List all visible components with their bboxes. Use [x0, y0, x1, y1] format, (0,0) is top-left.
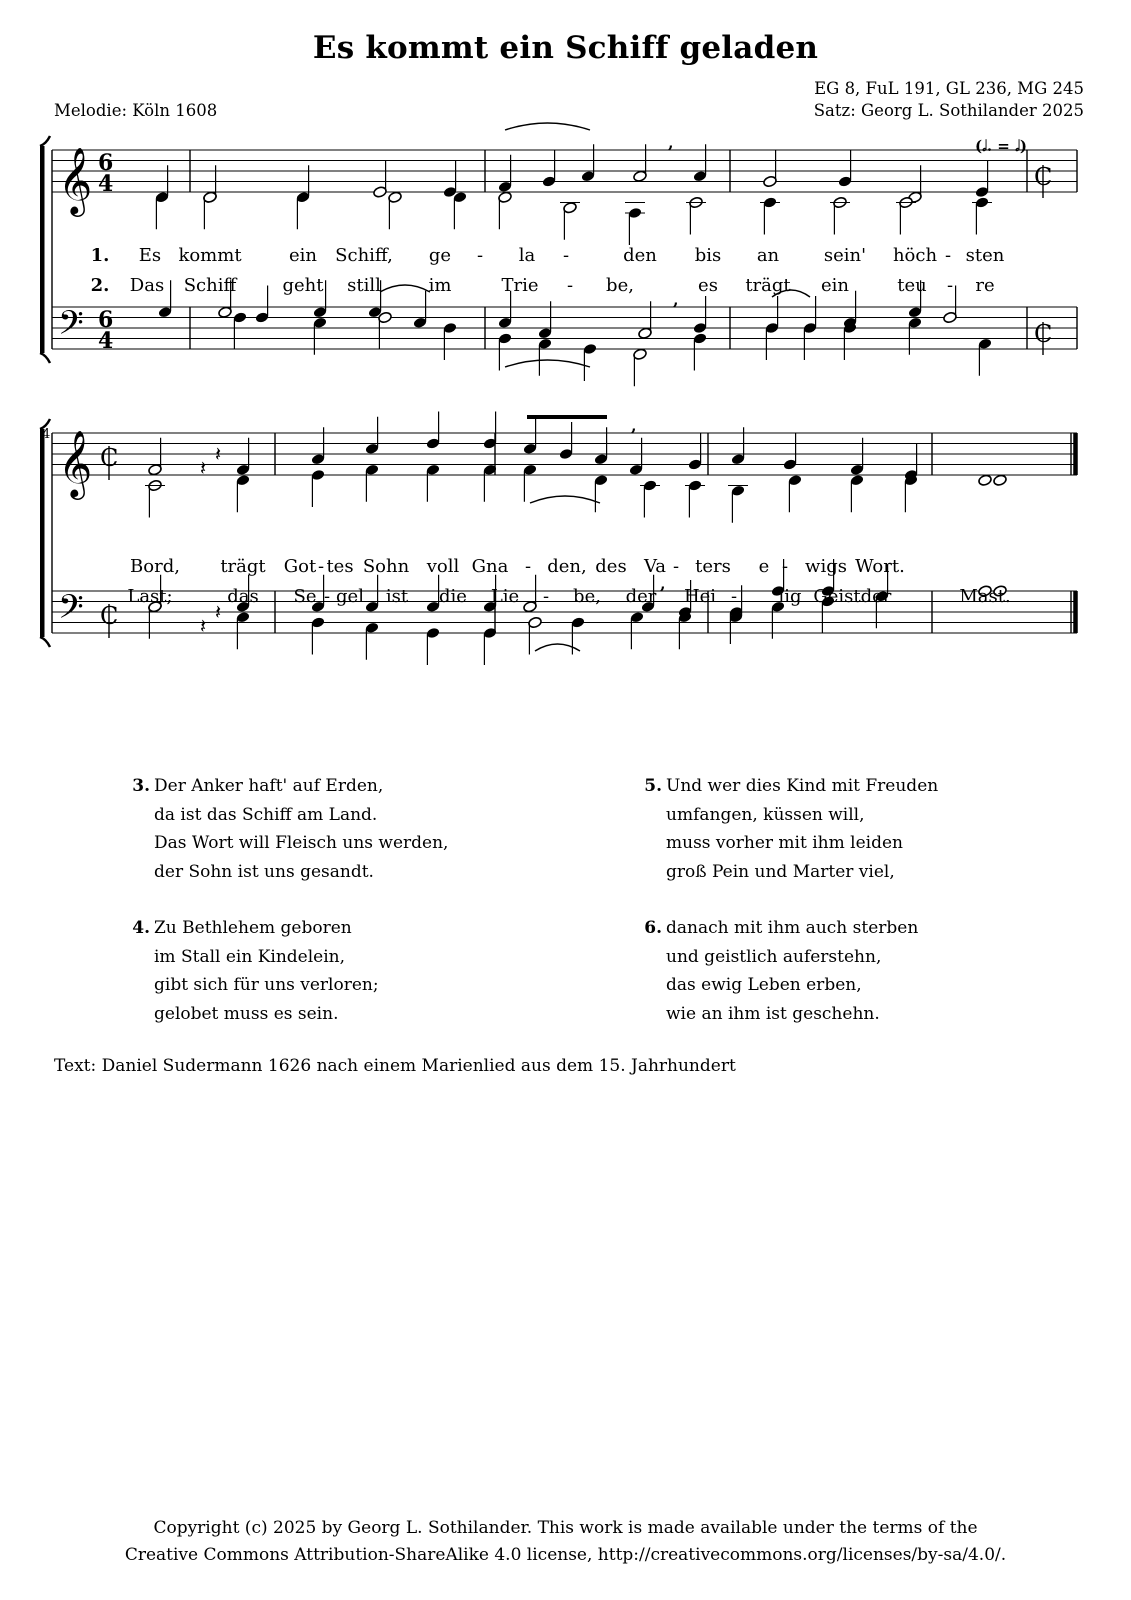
lyric-verse-1: sein': [823, 245, 867, 266]
song-title: Es kommt ein Schiff geladen: [312, 30, 819, 66]
bracket-hook: [40, 353, 50, 363]
stanza-line: umfangen, küssen will,: [666, 804, 865, 825]
lyric-verse-1: Wort.: [855, 556, 905, 577]
stanza-line: Das Wort will Fleisch uns werden,: [154, 833, 449, 853]
lyric-verse-1: 1.: [90, 245, 110, 266]
lyric-verse-2: lig: [778, 586, 802, 607]
lyric-verse-1: des: [595, 556, 627, 577]
lyric-verse-1: Sohn: [362, 556, 410, 577]
note-head: [978, 474, 993, 487]
lyric-verse-1: -: [944, 245, 952, 266]
stanza-line: da ist das Schiff am Land.: [154, 804, 378, 825]
slur: [505, 123, 590, 130]
lyric-verse-1: -: [317, 556, 325, 577]
stanza-line: der Sohn ist uns gesandt.: [154, 861, 374, 882]
stanza-line: wie an ihm ist geschehn.: [666, 1003, 880, 1024]
lyric-verse-1: -: [524, 556, 532, 577]
lyric-verse-1: tes: [326, 556, 354, 577]
stanza-4: [128, 914, 379, 1028]
lyric-verse-2: ein: [820, 275, 850, 296]
lyric-verse-2: be,: [606, 275, 634, 296]
note-head: [993, 474, 1008, 487]
rest-icon: 𝄽: [200, 614, 207, 638]
lyric-verse-2: gel: [336, 586, 364, 607]
lyric-verse-1: -: [781, 556, 789, 577]
text-credit: Text: Daniel Sudermann 1626 nach einem Marienlied aus dem 15. Jahrhundert: [54, 1056, 736, 1076]
breath-mark-icon: ,: [660, 574, 666, 593]
lyric-verse-2: re: [975, 275, 995, 296]
lyric-verse-2: das: [227, 586, 259, 607]
stanza-5: [640, 772, 938, 886]
lyric-verse-2: der: [860, 586, 892, 607]
lyric-verse-2: teu: [897, 275, 927, 296]
copyright-line: Creative Commons Attribution-ShareAlike 4.0 license, http://creativecommons.org/licenses/by-sa/4.0/.: [124, 1545, 1007, 1565]
lyric-verse-1: ein: [288, 245, 318, 266]
tempo-marking: (𝅗𝅥. = 𝅗𝅥): [975, 137, 1027, 155]
lyric-verse-2: -: [730, 586, 738, 607]
measure-number: 4: [42, 427, 51, 442]
lyric-verse-1: den,: [547, 556, 587, 577]
lyric-verse-2: geht: [282, 275, 324, 296]
lyric-verse-2: Schiff: [183, 275, 237, 296]
copyright-line: Copyright (c) 2025 by Georg L. Sothilander. This work is made available under the terms of the: [153, 1518, 978, 1538]
lyric-verse-2: still: [347, 275, 381, 296]
stanza-line: Der Anker haft' auf Erden,: [154, 776, 384, 796]
copyright-notice: [0, 1515, 1131, 1569]
hymnal-references: EG 8, FuL 191, GL 236, MG 245: [814, 79, 1084, 98]
lyric-verse-2: ist: [385, 586, 409, 607]
cut-time-icon: C: [1034, 320, 1053, 348]
lyric-verse-1: trägt: [220, 556, 266, 577]
lyric-verse-2: -: [946, 275, 954, 296]
bass-clef-icon: 𝄢: [58, 304, 84, 351]
lyric-verse-2: der: [625, 586, 657, 607]
lyric-verse-2: Geist: [813, 586, 861, 607]
lyric-verse-1: -: [476, 245, 484, 266]
lyric-verse-2: -: [566, 275, 574, 296]
bass-clef-icon: 𝄢: [58, 588, 84, 635]
setting-credit: Satz: Georg L. Sothilander 2025: [813, 101, 1084, 120]
stanza-6: [640, 914, 918, 1028]
rest-icon: 𝄽: [200, 456, 207, 480]
cut-time-icon: C: [100, 444, 119, 472]
stanza-line: das ewig Leben erben,: [666, 975, 862, 995]
lyric-verse-1: Bord,: [130, 556, 180, 577]
treble-clef-icon: 𝄞: [58, 429, 93, 497]
slur: [505, 360, 590, 367]
stanza-line: groß Pein und Marter viel,: [666, 861, 895, 882]
system-bracket: [40, 429, 45, 637]
lyric-verse-1: bis: [694, 245, 722, 266]
stanza-line: Zu Bethlehem geboren: [154, 918, 352, 938]
lyric-verse-1: Es: [138, 245, 162, 266]
rest-icon: 𝄽: [215, 600, 222, 624]
stanza-line: im Stall ein Kindelein,: [154, 946, 346, 967]
lyric-verse-1: -: [672, 556, 680, 577]
breath-mark-icon: ,: [673, 290, 679, 309]
music-score: [0, 0, 1131, 720]
lyric-verse-2: Se: [293, 586, 317, 607]
stanza-number: 5.: [644, 776, 662, 796]
beam: [527, 415, 607, 419]
lyric-verse-1: kommt: [178, 245, 242, 266]
lyric-verse-1: wigs: [805, 556, 847, 577]
lyric-verse-1: an: [756, 245, 780, 266]
lyric-verse-2: Das: [129, 275, 165, 296]
stanza-number: 3.: [132, 776, 150, 796]
slur: [530, 496, 600, 503]
lyric-verse-1: sten: [965, 245, 1005, 266]
lyric-verse-2: Hei: [683, 586, 717, 607]
lyric-verse-2: es: [698, 275, 718, 296]
bracket-hook: [40, 136, 50, 146]
lyric-verse-1: höch: [892, 245, 938, 266]
lyric-verse-2: -: [323, 586, 331, 607]
lyric-verse-1: Gna: [471, 556, 509, 577]
stanza-number: 4.: [132, 918, 150, 938]
lyrics: [91, 245, 1011, 607]
system-bracket: [40, 146, 45, 353]
lyric-verse-1: Schiff,: [335, 245, 393, 266]
lyric-verse-2: im: [428, 275, 452, 296]
lyric-verse-2: be,: [573, 586, 601, 607]
breath-mark-icon: ,: [631, 416, 637, 435]
stanza-line: Und wer dies Kind mit Freuden: [666, 776, 939, 796]
time-signature: 4: [98, 171, 114, 197]
lyric-verse-2: Lie: [490, 586, 520, 607]
lyric-verse-1: voll: [426, 556, 460, 577]
lyric-verse-2: die: [439, 586, 467, 607]
cut-time-icon: C: [1034, 163, 1053, 191]
stanza-line: muss vorher mit ihm leiden: [666, 833, 903, 853]
lyric-verse-1: Va: [643, 556, 667, 577]
stanza-line: gelobet muss es sein.: [154, 1003, 339, 1024]
lyric-verse-1: -: [562, 245, 570, 266]
lyric-verse-2: Trie: [501, 275, 539, 296]
breath-mark-icon: ,: [668, 133, 674, 152]
treble-clef-icon: 𝄞: [58, 146, 93, 214]
notes: [145, 123, 1007, 665]
rest-icon: 𝄽: [215, 442, 222, 466]
stanza-line: gibt sich für uns verloren;: [154, 975, 379, 995]
lyric-verse-1: den: [623, 245, 657, 266]
lyric-verse-2: 2.: [90, 275, 110, 296]
lyric-verse-1: e: [758, 556, 770, 577]
time-signature: 6: [98, 307, 114, 333]
lyric-verse-1: ters: [695, 556, 731, 577]
stanza-number: 6.: [644, 918, 662, 938]
lyric-verse-2: Last;: [127, 586, 173, 607]
lyric-verse-2: Mast.: [959, 586, 1011, 607]
slur: [380, 285, 430, 292]
stanza-line: danach mit ihm auch sterben: [666, 918, 919, 938]
stanza-line: und geistlich auferstehn,: [666, 946, 882, 967]
cut-time-icon: C: [100, 602, 119, 630]
bracket-hook: [40, 637, 50, 647]
slur: [535, 644, 580, 651]
lyric-verse-2: -: [542, 586, 550, 607]
melody-credit: Melodie: Köln 1608: [54, 101, 218, 120]
lyric-verse-1: Got: [283, 556, 317, 577]
stanza-3: [128, 772, 448, 886]
lyric-verse-2: trägt: [745, 275, 791, 296]
time-signature: 4: [98, 328, 114, 354]
lyric-verse-1: la: [518, 245, 536, 266]
time-signature: 6: [98, 150, 114, 176]
lyric-verse-1: ge: [428, 245, 452, 266]
